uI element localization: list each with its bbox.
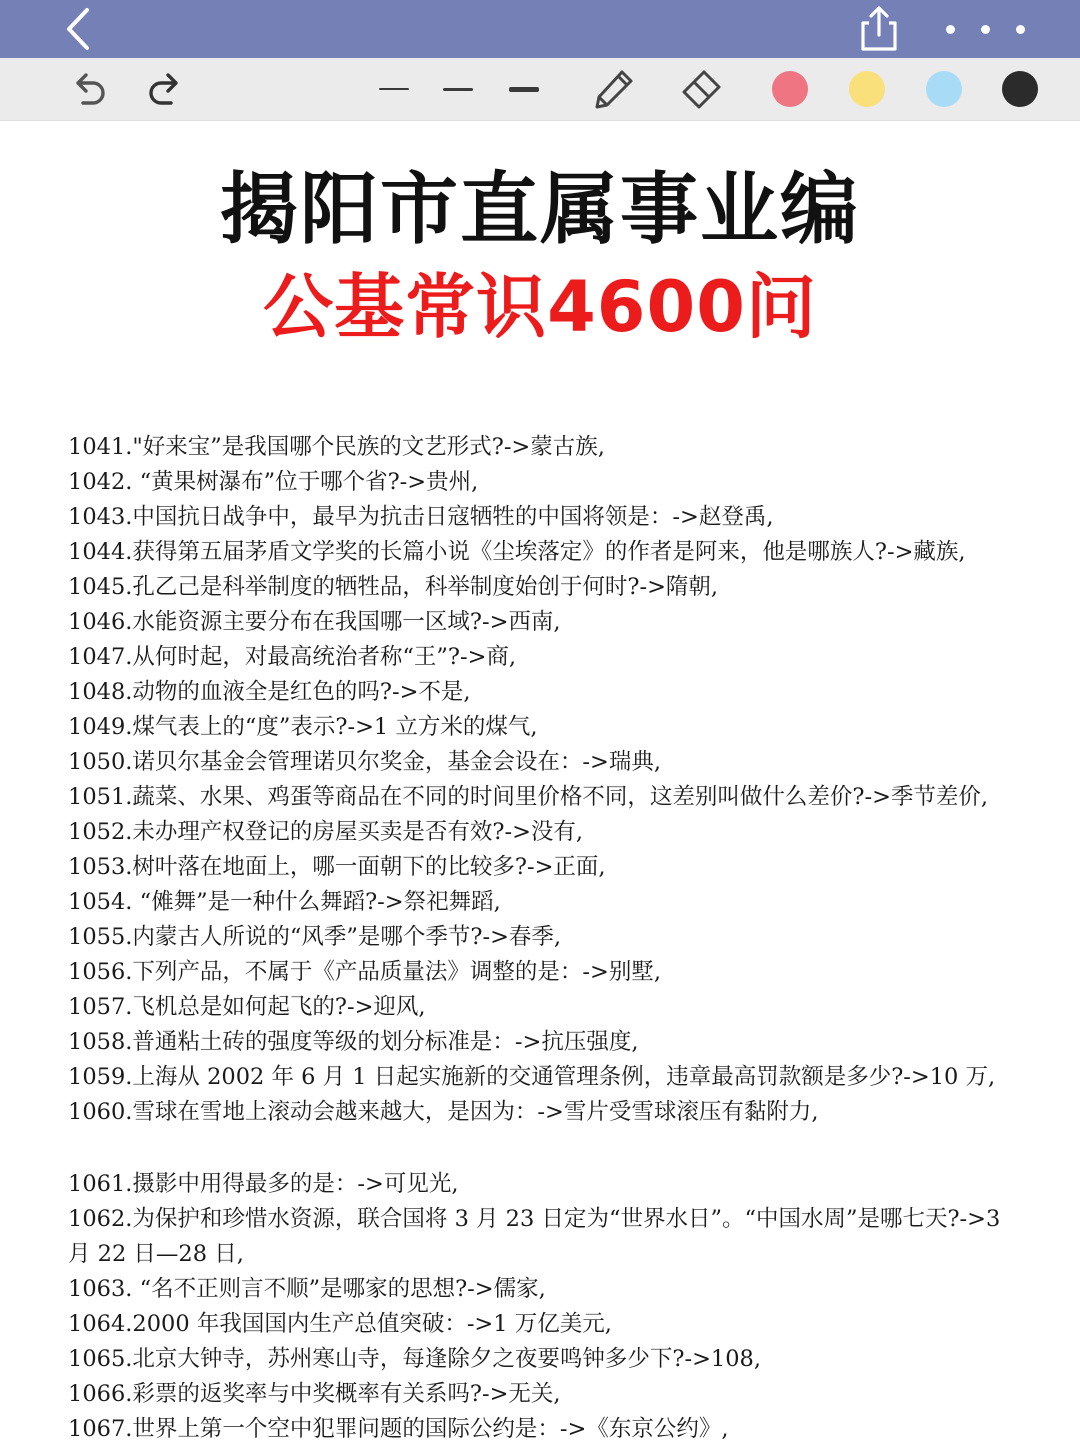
stroke-thick-button[interactable]	[502, 58, 546, 120]
undo-button[interactable]	[62, 58, 116, 120]
color-swatch-yellow	[849, 71, 885, 107]
document-title: 揭阳市直属事业编	[219, 165, 860, 255]
qa-item: 1050.诺贝尔基金会管理诺贝尔奖金，基金会设在：->瑞典,	[68, 749, 662, 775]
color-yellow-button[interactable]	[847, 58, 887, 120]
color-swatch-black	[1002, 71, 1038, 107]
color-swatch-blue	[926, 71, 962, 107]
medium-line-icon	[443, 88, 473, 91]
redo-icon	[145, 71, 185, 107]
qa-item: 1054. “傩舞”是一种什么舞蹈?->祭祀舞蹈,	[68, 889, 501, 915]
pen-icon	[592, 67, 636, 111]
eraser-tool-button[interactable]	[672, 58, 730, 120]
qa-item: 1063. “名不正则言不顺”是哪家的思想?->儒家,	[68, 1276, 546, 1302]
qa-item: 1065.北京大钟寺，苏州寒山寺，每逢除夕之夜要鸣钟多少下?->108,	[68, 1346, 762, 1372]
qa-item: 1067.世界上第一个空中犯罪问题的国际公约是：->《东京公约》,	[68, 1416, 729, 1442]
color-black-button[interactable]	[1000, 58, 1040, 120]
back-button[interactable]	[50, 0, 106, 58]
chevron-left-icon	[63, 7, 93, 51]
qa-item: 1066.彩票的返奖率与中奖概率有关系吗?->无关,	[68, 1381, 561, 1407]
eraser-icon	[679, 67, 723, 111]
qa-item: 1051.蔬菜、水果、鸡蛋等商品在不同的时间里价格不同，这差别叫做什么差价?->季节差价,	[68, 784, 989, 810]
qa-item: 1062.为保护和珍惜水资源，联合国将 3 月 23 日定为“世界水日”。“中国水周”是哪七天?->3 月 22 日—28 日,	[68, 1206, 1001, 1267]
more-options-button[interactable]	[930, 0, 1040, 58]
color-blue-button[interactable]	[924, 58, 964, 120]
qa-item: 1064.2000 年我国国内生产总值突破：->1 万亿美元,	[68, 1311, 612, 1337]
undo-icon	[69, 71, 109, 107]
color-pink-button[interactable]	[770, 58, 810, 120]
qa-item: 1057.飞机总是如何起飞的?->迎风,	[68, 994, 426, 1020]
pen-tool-button[interactable]	[586, 58, 642, 120]
qa-item: 1047.从何时起，对最高统治者称“王”?->商,	[68, 644, 517, 670]
more-horizontal-icon	[946, 25, 1025, 34]
qa-item: 1053.树叶落在地面上，哪一面朝下的比较多?->正面,	[68, 854, 606, 880]
thin-line-icon	[379, 88, 409, 90]
color-swatch-pink	[772, 71, 808, 107]
qa-item: 1061.摄影中用得最多的是：->可见光,	[68, 1171, 459, 1197]
document-subtitle: 公基常识4600问	[263, 266, 817, 348]
qa-item: 1059.上海从 2002 年 6 月 1 日起实施新的交通管理条例，违章最高罚款额是多少?->10 万,	[68, 1064, 996, 1090]
qa-item: 1058.普通粘土砖的强度等级的划分标准是：->抗压强度,	[68, 1029, 639, 1055]
qa-item: 1046.水能资源主要分布在我国哪一区域?->西南,	[68, 609, 561, 635]
qa-item: 1048.动物的血液全是红色的吗?->不是,	[68, 679, 471, 705]
redo-button[interactable]	[138, 58, 192, 120]
qa-item: 1060.雪球在雪地上滚动会越来越大，是因为：->雪片受雪球滚压有黏附力,	[68, 1099, 819, 1125]
stroke-thin-button[interactable]	[372, 58, 416, 120]
qa-item: 1044.获得第五届茅盾文学奖的长篇小说《尘埃落定》的作者是阿来，他是哪族人?->藏族,	[68, 539, 966, 565]
qa-item: 1055.内蒙古人所说的“风季”是哪个季节?->春季,	[68, 924, 562, 950]
qa-item: 1043.中国抗日战争中，最早为抗击日寇牺牲的中国将领是：->赵登禹,	[68, 504, 774, 530]
qa-item: 1041."好来宝”是我国哪个民族的文艺形式?->蒙古族,	[68, 434, 605, 460]
qa-item: 1049.煤气表上的“度”表示?->1 立方米的煤气,	[68, 714, 538, 740]
qa-item: 1042. “黄果树瀑布”位于哪个省?->贵州,	[68, 469, 479, 495]
qa-item: 1052.未办理产权登记的房屋买卖是否有效?->没有,	[68, 819, 584, 845]
share-icon	[859, 5, 899, 53]
annotation-toolbar	[0, 58, 1080, 121]
share-button[interactable]	[848, 0, 910, 58]
app-top-bar	[0, 0, 1080, 58]
thick-line-icon	[509, 87, 539, 92]
qa-item: 1056.下列产品，不属于《产品质量法》调整的是：->别墅,	[68, 959, 662, 985]
stroke-medium-button[interactable]	[436, 58, 480, 120]
qa-item: 1045.孔乙己是科举制度的牺牲品，科举制度始创于何时?->隋朝,	[68, 574, 719, 600]
